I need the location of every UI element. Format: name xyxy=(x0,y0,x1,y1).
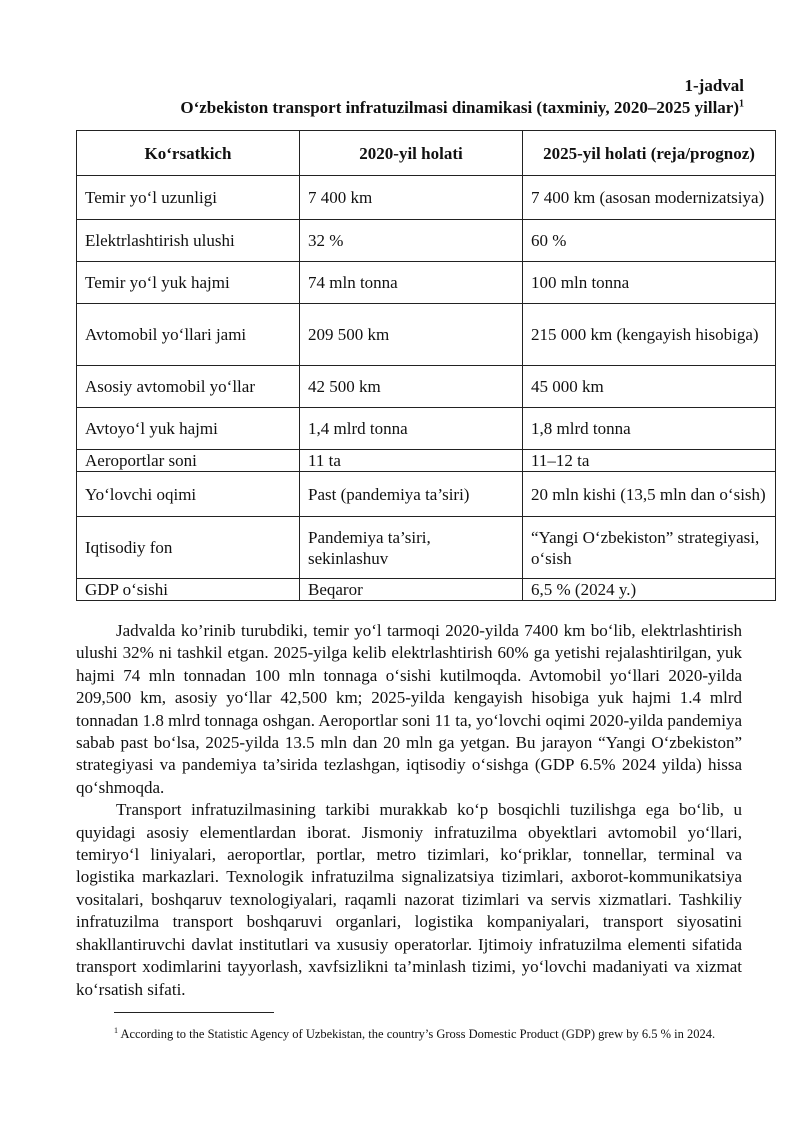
table-row xyxy=(77,176,776,220)
table-cell: “Yangi O‘zbekiston” strategiyasi, o‘sish xyxy=(523,517,776,579)
table-cell: Temir yo‘l uzunligi xyxy=(77,176,300,220)
table-row xyxy=(77,304,776,366)
table-cell: Temir yo‘l yuk hajmi xyxy=(77,262,300,304)
footnote-mark: 1 xyxy=(114,1026,118,1035)
table-row xyxy=(77,517,776,579)
table-cell: 215 000 km (kengayish hisobiga) xyxy=(523,304,776,366)
table-row xyxy=(77,472,776,517)
table-cell: Yo‘lovchi oqimi xyxy=(77,472,300,517)
table-number: 1-jadval xyxy=(684,76,744,95)
table-cell: 1,8 mlrd tonna xyxy=(523,408,776,450)
table-title-text: O‘zbekiston transport infratuzilmasi dinamikasi (taxminiy, 2020–2025 yillar) xyxy=(180,98,739,117)
footnote-text: According to the Statistic Agency of Uzbekistan, the country’s Gross Domestic Product (GDP) grew by 6.5 % in 2024. xyxy=(120,1027,716,1042)
table-cell: 11 ta xyxy=(300,450,523,472)
table-row xyxy=(77,366,776,408)
table-cell: Pandemiya ta’siri, sekinlashuv xyxy=(300,517,523,579)
table-cell: 11–12 ta xyxy=(523,450,776,472)
infrastructure-table xyxy=(76,130,776,601)
table-row xyxy=(77,262,776,304)
table-cell: 32 % xyxy=(300,220,523,262)
table-cell: 1,4 mlrd tonna xyxy=(300,408,523,450)
table-cell: 74 mln tonna xyxy=(300,262,523,304)
table-cell: 42 500 km xyxy=(300,366,523,408)
table-cell: Iqtisodiy fon xyxy=(77,517,300,579)
footnote xyxy=(114,1022,742,1043)
table-row xyxy=(77,408,776,450)
table-cell: Aeroportlar soni xyxy=(77,450,300,472)
table-row xyxy=(77,579,776,601)
paragraph: Jadvalda ko’rinib turubdiki, temir yo‘l tarmoqi 2020-yilda 7400 km bo‘lib, elektrlashtirish ulushi 32% ni tashkil etgan. 2025-yilga kelib elektrlashtirish 60% ga yetishi rejalashtirilgan, yuk hajmi 74 mln tonnadan 100 mln tonnaga o‘sishi kutilmoqda. Avtomobil yo‘llari 2020-yilda 209,500 km, asosiy yo‘llar 42,500 km; 2025-yilda kengayish hisobiga yuk hajmi 1.4 mlrd tonnadan 1.8 mlrd tonnaga oshgan. Aeroportlar soni 11 ta, yo‘lovchi oqimi 2020-yilda pandemiya sabab past bo‘lsa, 2025-yilda 13.5 mln dan 20 mln ga yetgan. Bu jarayon “Yangi O‘zbekiston” strategiyasi va pandemiya ta’sirida tezlashgan, iqtisodiy o‘sishga (GDP 6.5% 2024 yilda) hissa qo‘shmoqda. xyxy=(76,621,742,797)
header-cell-indicator: Ko‘rsatkich xyxy=(77,131,300,176)
table-cell: 209 500 km xyxy=(300,304,523,366)
table-cell: Elektrlashtirish ulushi xyxy=(77,220,300,262)
table-header-row xyxy=(77,131,776,176)
table-cell: 60 % xyxy=(523,220,776,262)
table-cell: GDP o‘sishi xyxy=(77,579,300,601)
body-text xyxy=(76,620,742,1001)
table-cell: 100 mln tonna xyxy=(523,262,776,304)
header-cell-2025: 2025-yil holati (reja/prognoz) xyxy=(523,131,776,176)
table-row xyxy=(77,450,776,472)
footnote-reference: 1 xyxy=(739,98,744,110)
table-cell: Beqaror xyxy=(300,579,523,601)
table-title xyxy=(60,98,744,118)
table-cell: Avtomobil yo‘llari jami xyxy=(77,304,300,366)
table-cell: Asosiy avtomobil yo‘llar xyxy=(77,366,300,408)
table-cell: 20 mln kishi (13,5 mln dan o‘sish) xyxy=(523,472,776,517)
table-cell: Past (pandemiya ta’siri) xyxy=(300,472,523,517)
table-cell: Avtoyo‘l yuk hajmi xyxy=(77,408,300,450)
footnote-divider xyxy=(114,1012,274,1013)
table-cell: 45 000 km xyxy=(523,366,776,408)
table-row xyxy=(77,220,776,262)
table-cell: 7 400 km xyxy=(300,176,523,220)
table-cell: 7 400 km (asosan modernizatsiya) xyxy=(523,176,776,220)
table-cell: 6,5 % (2024 y.) xyxy=(523,579,776,601)
header-cell-2020: 2020-yil holati xyxy=(300,131,523,176)
paragraph: Transport infratuzilmasining tarkibi murakkab ko‘p bosqichli tuzilishga ega bo‘lib, u quyidagi asosiy elementlardan iborat. Jismoniy infratuzilma obyektlari avtomobil yo‘llari, temiryo‘l liniyalari, aeroportlar, portlar, metro tizimlari, ko‘priklar, tonnellar, terminal va logistika markazlari. Texnologik infratuzilma signalizatsiya tizimlari, axborot-kommunikatsiya vositalari, boshqaruv texnologiyalari, raqamli nazorat tizimlari va servis xizmatlari. Tashkiliy infratuzilma transport boshqaruvi organlari, logistika kompaniyalari, transport siyosatini shakllantiruvchi davlat institutlari va xususiy operatorlar. Ijtimoiy infratuzilma elementi sifatida transport xodimlarini tayyorlash, xavfsizlikni ta’minlash tizimi, yo‘lovchi madaniyati va xizmat ko‘rsatish sifati. xyxy=(76,800,742,999)
